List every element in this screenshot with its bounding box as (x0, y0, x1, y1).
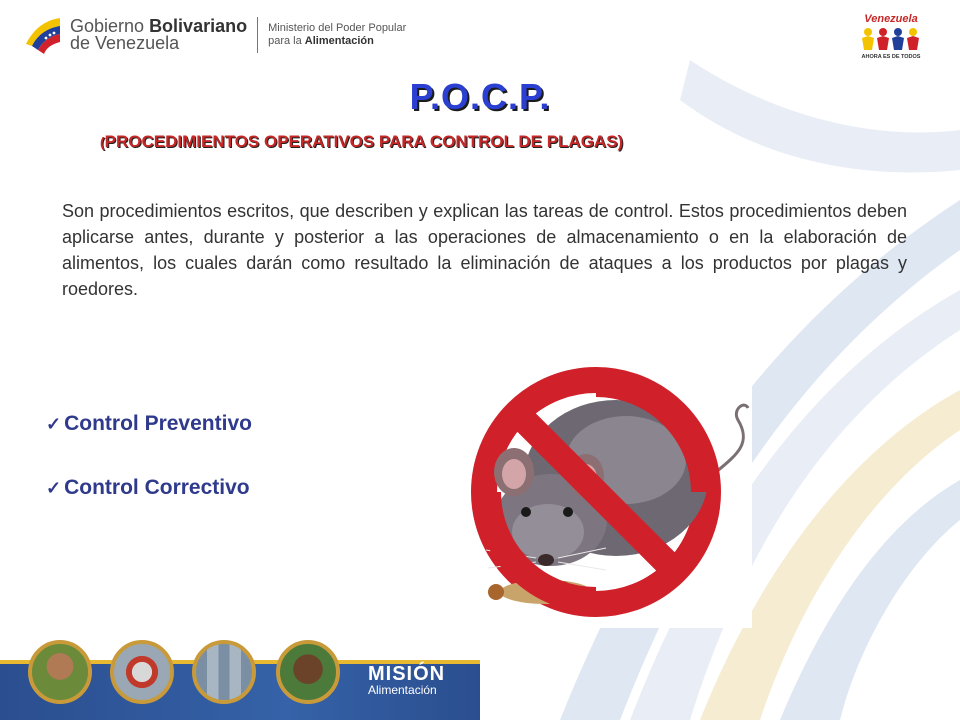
subtitle-open-paren: ( (100, 134, 105, 150)
header-divider (257, 17, 258, 53)
venezuela-flag-icon (22, 14, 64, 56)
mision-title: MISIÓN (368, 663, 446, 685)
mision-logo (368, 664, 445, 697)
rat-nose (538, 554, 554, 566)
page-subtitle (100, 132, 623, 152)
control-checklist (46, 410, 252, 538)
checkmark-icon: ✓ (46, 413, 62, 434)
no-rodents-illustration (456, 360, 752, 628)
checklist-label: Control Correctivo (64, 476, 250, 499)
checklist-label: Control Preventivo (64, 412, 252, 435)
footer-photo-silos (192, 640, 256, 704)
ministry-line2-bold: Alimentación (304, 35, 374, 47)
description-paragraph: Son procedimientos escritos, que describen y explican las tareas de control. Estos procedimientos deben aplicarse antes, durante y posterior a las operaciones de almacenamiento o en la elaboración de alimentos, los cuales darán como resultado la eliminación de ataques a los productos por plagas y roedores. (62, 201, 907, 299)
logo-bottom-text: AHORA ES DE TODOS (861, 54, 921, 60)
gov-country: de Venezuela (70, 33, 180, 53)
subtitle-text: PROCEDIMIENTOS OPERATIVOS PARA CONTROL DE PLAGAS) (104, 132, 624, 151)
ministry-line1: Ministerio del Poder Popular (268, 22, 407, 34)
page-title-container (0, 76, 960, 118)
checklist-item-preventive (46, 410, 252, 438)
government-logo (22, 14, 406, 56)
rat-eye-left (521, 507, 531, 517)
footer-photo-woman (28, 640, 92, 704)
logo-top-text: Venezuela (864, 13, 918, 25)
rat-eye-right (563, 507, 573, 517)
gov-name-normal: Gobierno (70, 16, 150, 36)
checklist-item-corrective (46, 474, 252, 502)
ministry-line2-normal: para la (268, 35, 305, 47)
mision-subtitle: Alimentación (368, 683, 437, 697)
footer-banner (0, 640, 960, 720)
page-title: P.O.C.P. (409, 76, 551, 117)
venezuela-ahora-logo (856, 12, 926, 60)
footer-photo-food (110, 640, 174, 704)
checkmark-icon: ✓ (46, 477, 62, 498)
gov-name-bold: Bolivariano (149, 16, 248, 36)
footer-photo-child (276, 640, 340, 704)
